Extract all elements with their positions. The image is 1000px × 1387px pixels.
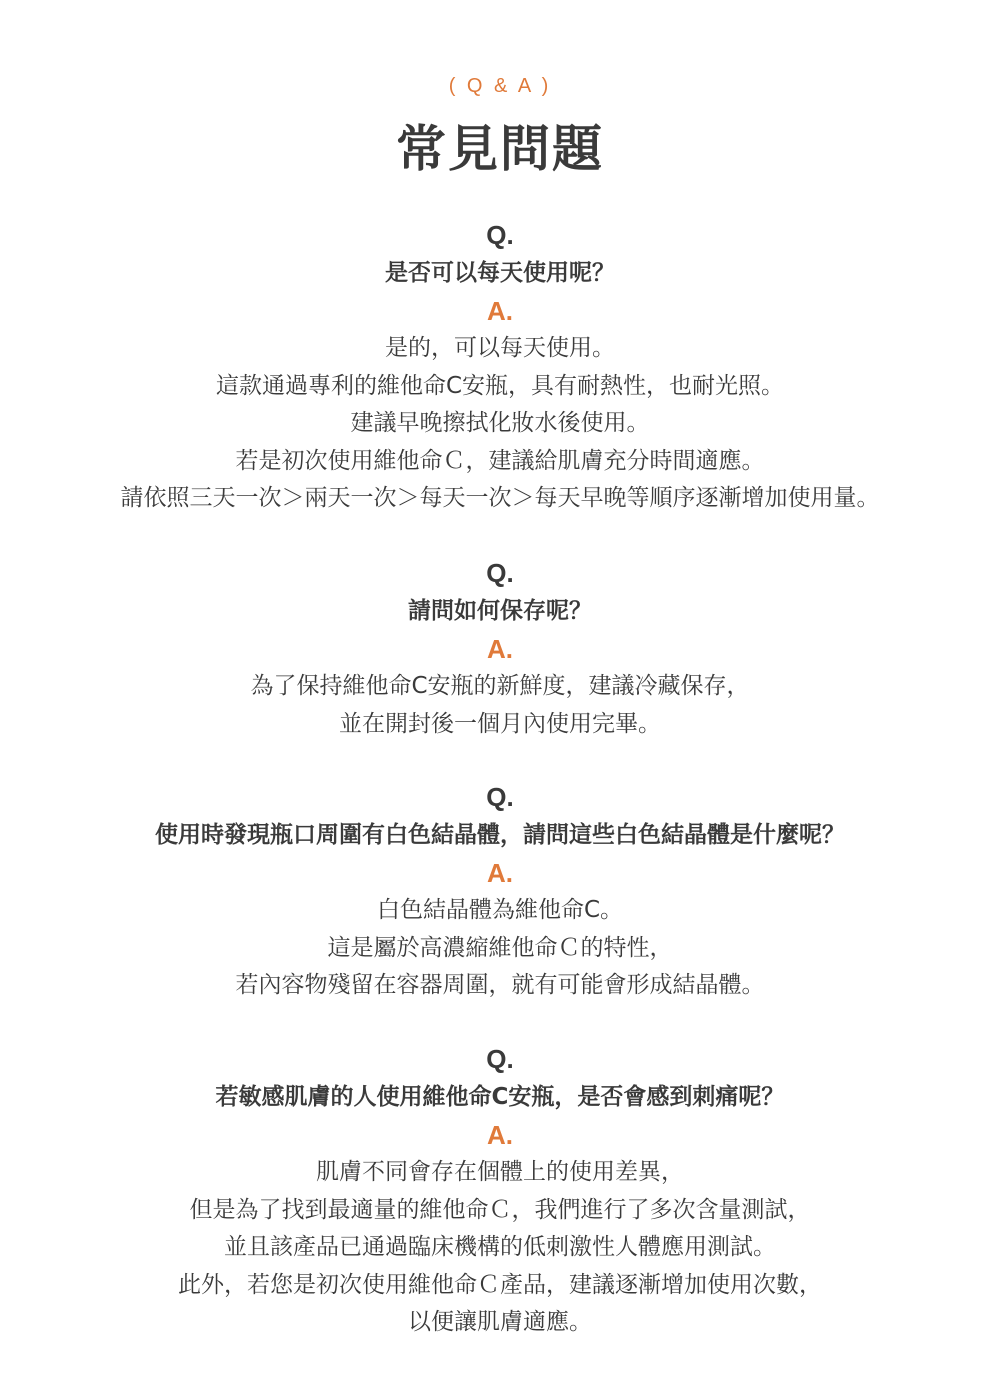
answer-marker: A. xyxy=(487,858,513,888)
question-marker: Q. xyxy=(486,1044,514,1074)
answer-marker: A. xyxy=(487,1120,513,1150)
answer-line: 這款通過專利的維他命C安瓶，具有耐熱性，也耐光照。 xyxy=(215,372,785,399)
answer-line: 並且該產品已通過臨床機構的低刺激性人體應用測試。 xyxy=(224,1234,776,1260)
answer-line: 若內容物殘留在容器周圍，就有可能會形成結晶體。 xyxy=(235,972,765,998)
answer-line: 為了保持維他命C安瓶的新鮮度，建議冷藏保存， xyxy=(250,673,750,699)
answer-line: 但是為了找到最適量的維他命Ｃ，我們進行了多次含量測試， xyxy=(189,1196,811,1223)
answer-line: 是的，可以每天使用。 xyxy=(385,335,615,361)
answer-line: 建議早晚擦拭化妝水後使用。 xyxy=(350,410,650,436)
qa-item xyxy=(0,1040,1000,1342)
answer-line: 並在開封後一個月內使用完畢。 xyxy=(339,710,661,737)
answer-line: 若是初次使用維他命Ｃ，建議給肌膚充分時間適應。 xyxy=(235,447,765,474)
answer-line: 肌膚不同會存在個體上的使用差異， xyxy=(316,1159,684,1185)
page-title: 常見問題 xyxy=(396,120,604,178)
question-text: 請問如何保存呢？ xyxy=(408,598,592,624)
question-text: 是否可以每天使用呢？ xyxy=(385,260,615,286)
question-text: 使用時發現瓶口周圍有白色結晶體，請問這些白色結晶體是什麼呢？ xyxy=(155,822,845,848)
answer-line: 此外，若您是初次使用維他命Ｃ產品，建議逐漸增加使用次數， xyxy=(178,1271,822,1298)
answer-line: 以便讓肌膚適應。 xyxy=(408,1309,592,1335)
qa-item xyxy=(0,554,1000,743)
section-tag: ( Q & A ) xyxy=(448,75,552,97)
question-marker: Q. xyxy=(486,558,514,588)
answer-marker: A. xyxy=(487,634,513,664)
qa-item xyxy=(0,778,1000,1005)
answer-line: 白色結晶體為維他命C。 xyxy=(376,897,624,923)
question-marker: Q. xyxy=(486,782,514,812)
qa-item xyxy=(0,216,1000,518)
answer-line: 這是屬於高濃縮維他命Ｃ的特性， xyxy=(327,934,673,961)
question-marker: Q. xyxy=(486,220,514,250)
question-text: 若敏感肌膚的人使用維他命C安瓶，是否會感到刺痛呢？ xyxy=(215,1084,785,1110)
answer-line: 請依照三天一次＞兩天一次＞每天一次＞每天早晚等順序逐漸增加使用量。 xyxy=(120,485,880,511)
answer-marker: A. xyxy=(487,296,513,326)
